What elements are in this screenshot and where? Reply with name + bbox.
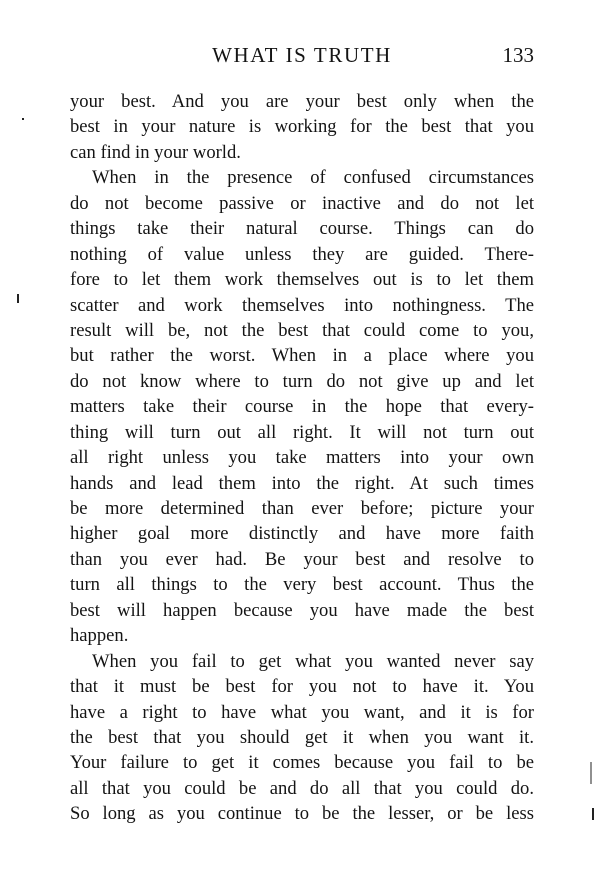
text-line: thing will turn out all right. It will not turn out [70,421,534,443]
page-header [70,40,534,70]
page-number: 133 [502,43,534,67]
scan-speck [17,294,19,303]
text-line: hands and lead them into the right. At such times [70,472,534,494]
text-line: the best that you should get it when you want it. [70,726,534,748]
text-line: higher goal more distinctly and have more faith [70,523,534,545]
running-title: WHAT IS TRUTH [212,43,392,67]
text-line: best in your nature is working for the best that you [70,116,534,138]
text-line: all right unless you take matters into your own [70,447,534,469]
text-line: have a right to have what you want, and it is for [70,701,534,723]
scan-speck [590,762,592,784]
text-line: best will happen because you have made the best [70,599,534,621]
text-line: nothing of value unless they are guided. There- [70,243,534,265]
text-line: your best. And you are your best only when the [70,91,534,112]
scan-speck [22,118,24,120]
text-line: Your failure to get it comes because you fail to be [70,752,534,774]
paragraph-start-line: When in the presence of confused circumstances [92,167,534,189]
text-line: be more determined than ever before; picture your [70,498,534,519]
text-line: result will be, not the best that could come to you, [70,319,534,341]
text-line: can find in your world. [70,141,241,163]
text-line: So long as you continue to be the lesser, or be less [70,803,534,825]
text-line: all that you could be and do all that you could do. [70,777,534,799]
scan-speck [592,808,594,820]
text-line: fore to let them work themselves out is to let them [70,269,534,291]
paragraph-start-line: When you fail to get what you wanted never say [92,650,534,672]
text-line: matters take their course in the hope that every- [70,396,534,418]
text-line: happen. [70,625,129,647]
text-line: things take their natural course. Things can do [70,218,534,240]
text-line: turn all things to the very best account. Thus the [70,574,534,596]
text-line: than you ever had. Be your best and resolve to [70,548,534,570]
text-line: that it must be best for you not to have it. You [70,676,534,698]
text-line: scatter and work themselves into nothingness. The [70,294,534,316]
text-line: but rather the worst. When in a place where you [70,345,534,367]
text-line: do not know where to turn do not give up and let [70,370,534,392]
body-text [70,89,534,827]
text-line: do not become passive or inactive and do not let [70,192,534,214]
